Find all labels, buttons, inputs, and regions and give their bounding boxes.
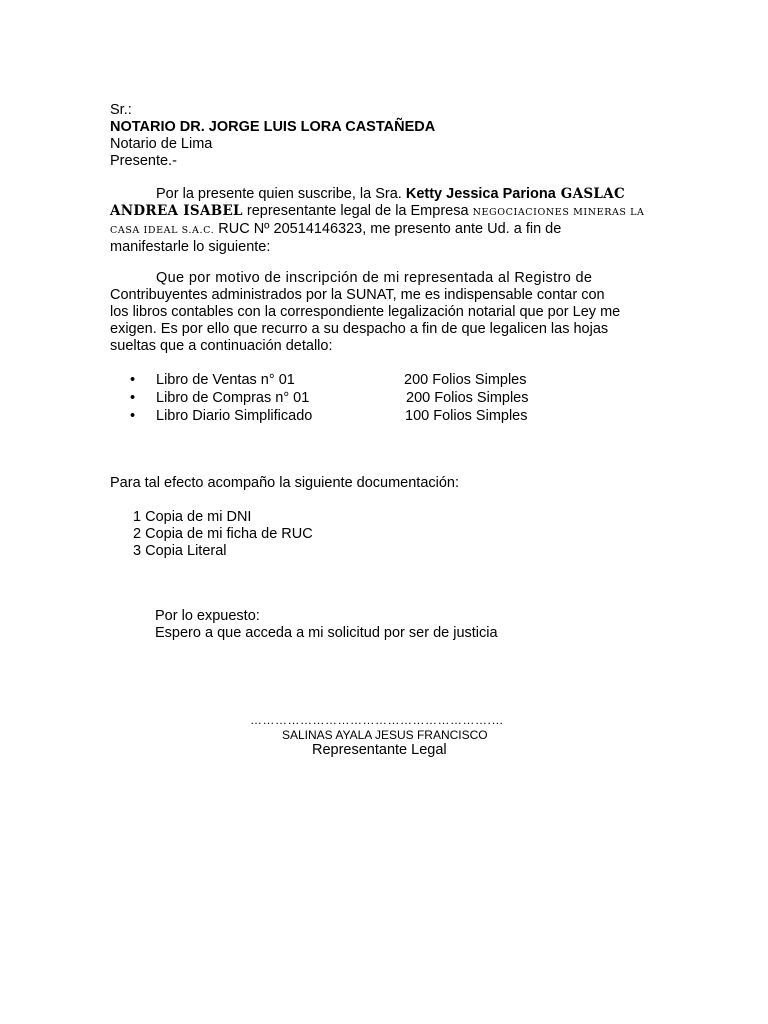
bullet-icon: •	[130, 390, 136, 406]
company-name-part-1: NEGOCIACIONES MINERAS LA	[472, 207, 645, 218]
intro-text-2: representante legal de la Empresa	[242, 203, 473, 219]
applicant-surname: GASLAC	[555, 186, 626, 202]
recipient-title: Notario de Lima	[110, 136, 213, 152]
closing-line-1: Por lo expuesto:	[155, 608, 260, 624]
book-folios: 200 Folios Simples	[404, 372, 527, 388]
intro-text-1: Por la presente quien suscribe, la Sra.	[156, 186, 406, 202]
letter-header	[110, 102, 657, 170]
intro-text-3: RUC Nº 20514146323, me presento ante Ud. a fin de	[214, 221, 562, 237]
docs-intro	[110, 475, 657, 492]
book-folios: 100 Folios Simples	[405, 408, 528, 424]
signature-line: ………………………………………………….…	[250, 713, 504, 727]
applicant-given-names: ANDREA ISABEL	[110, 203, 243, 219]
body-line: los libros contables con la correspondiente legalización notarial que por Ley me	[110, 304, 621, 320]
company-name-part-2: CASA IDEAL S.A.C.	[110, 225, 215, 236]
recipient-name: NOTARIO DR. JORGE LUIS LORA CASTAÑEDA	[110, 119, 436, 135]
doc-item: 2 Copia de mi ficha de RUC	[133, 526, 313, 542]
intro-line-1	[110, 186, 657, 203]
docs-list	[133, 509, 313, 560]
intro-paragraph	[110, 186, 657, 256]
signatory-name: SALINAS AYALA JESUS FRANCISCO	[282, 728, 488, 742]
docs-intro-text: Para tal efecto acompaño la siguiente documentación:	[110, 475, 460, 491]
book-folios: 200 Folios Simples	[406, 390, 529, 406]
list-item	[130, 372, 570, 390]
list-item	[130, 408, 570, 426]
body-line: exigen. Es por ello que recurro a su despacho a fin de que legalicen las hojas	[110, 321, 609, 337]
list-item	[130, 390, 570, 408]
applicant-name: Ketty Jessica Pariona	[405, 186, 556, 202]
body-line: Que por motivo de inscripción de mi representada al Registro de	[156, 270, 593, 286]
presente: Presente.-	[110, 153, 177, 169]
bullet-icon: •	[130, 372, 136, 388]
intro-line-3	[110, 221, 657, 239]
books-list	[130, 372, 570, 426]
closing-line-2: Espero a que acceda a mi solicitud por ser de justicia	[155, 625, 498, 641]
body-line: Contribuyentes administrados por la SUNAT, me es indispensable contar con	[110, 287, 605, 303]
doc-item: 3 Copia Literal	[133, 543, 227, 559]
closing	[155, 608, 498, 642]
intro-line-4: manifestarle lo siguiente:	[110, 239, 271, 255]
book-name: Libro de Compras n° 01	[156, 390, 310, 406]
doc-item: 1 Copia de mi DNI	[133, 509, 252, 525]
signatory-role: Representante Legal	[312, 742, 447, 758]
body-paragraph	[110, 270, 657, 355]
book-name: Libro de Ventas n° 01	[156, 372, 295, 388]
intro-line-2	[110, 203, 657, 221]
salutation: Sr.:	[110, 102, 132, 118]
book-name: Libro Diario Simplificado	[156, 408, 313, 424]
body-line: sueltas que a continuación detallo:	[110, 338, 333, 354]
bullet-icon: •	[130, 408, 136, 424]
